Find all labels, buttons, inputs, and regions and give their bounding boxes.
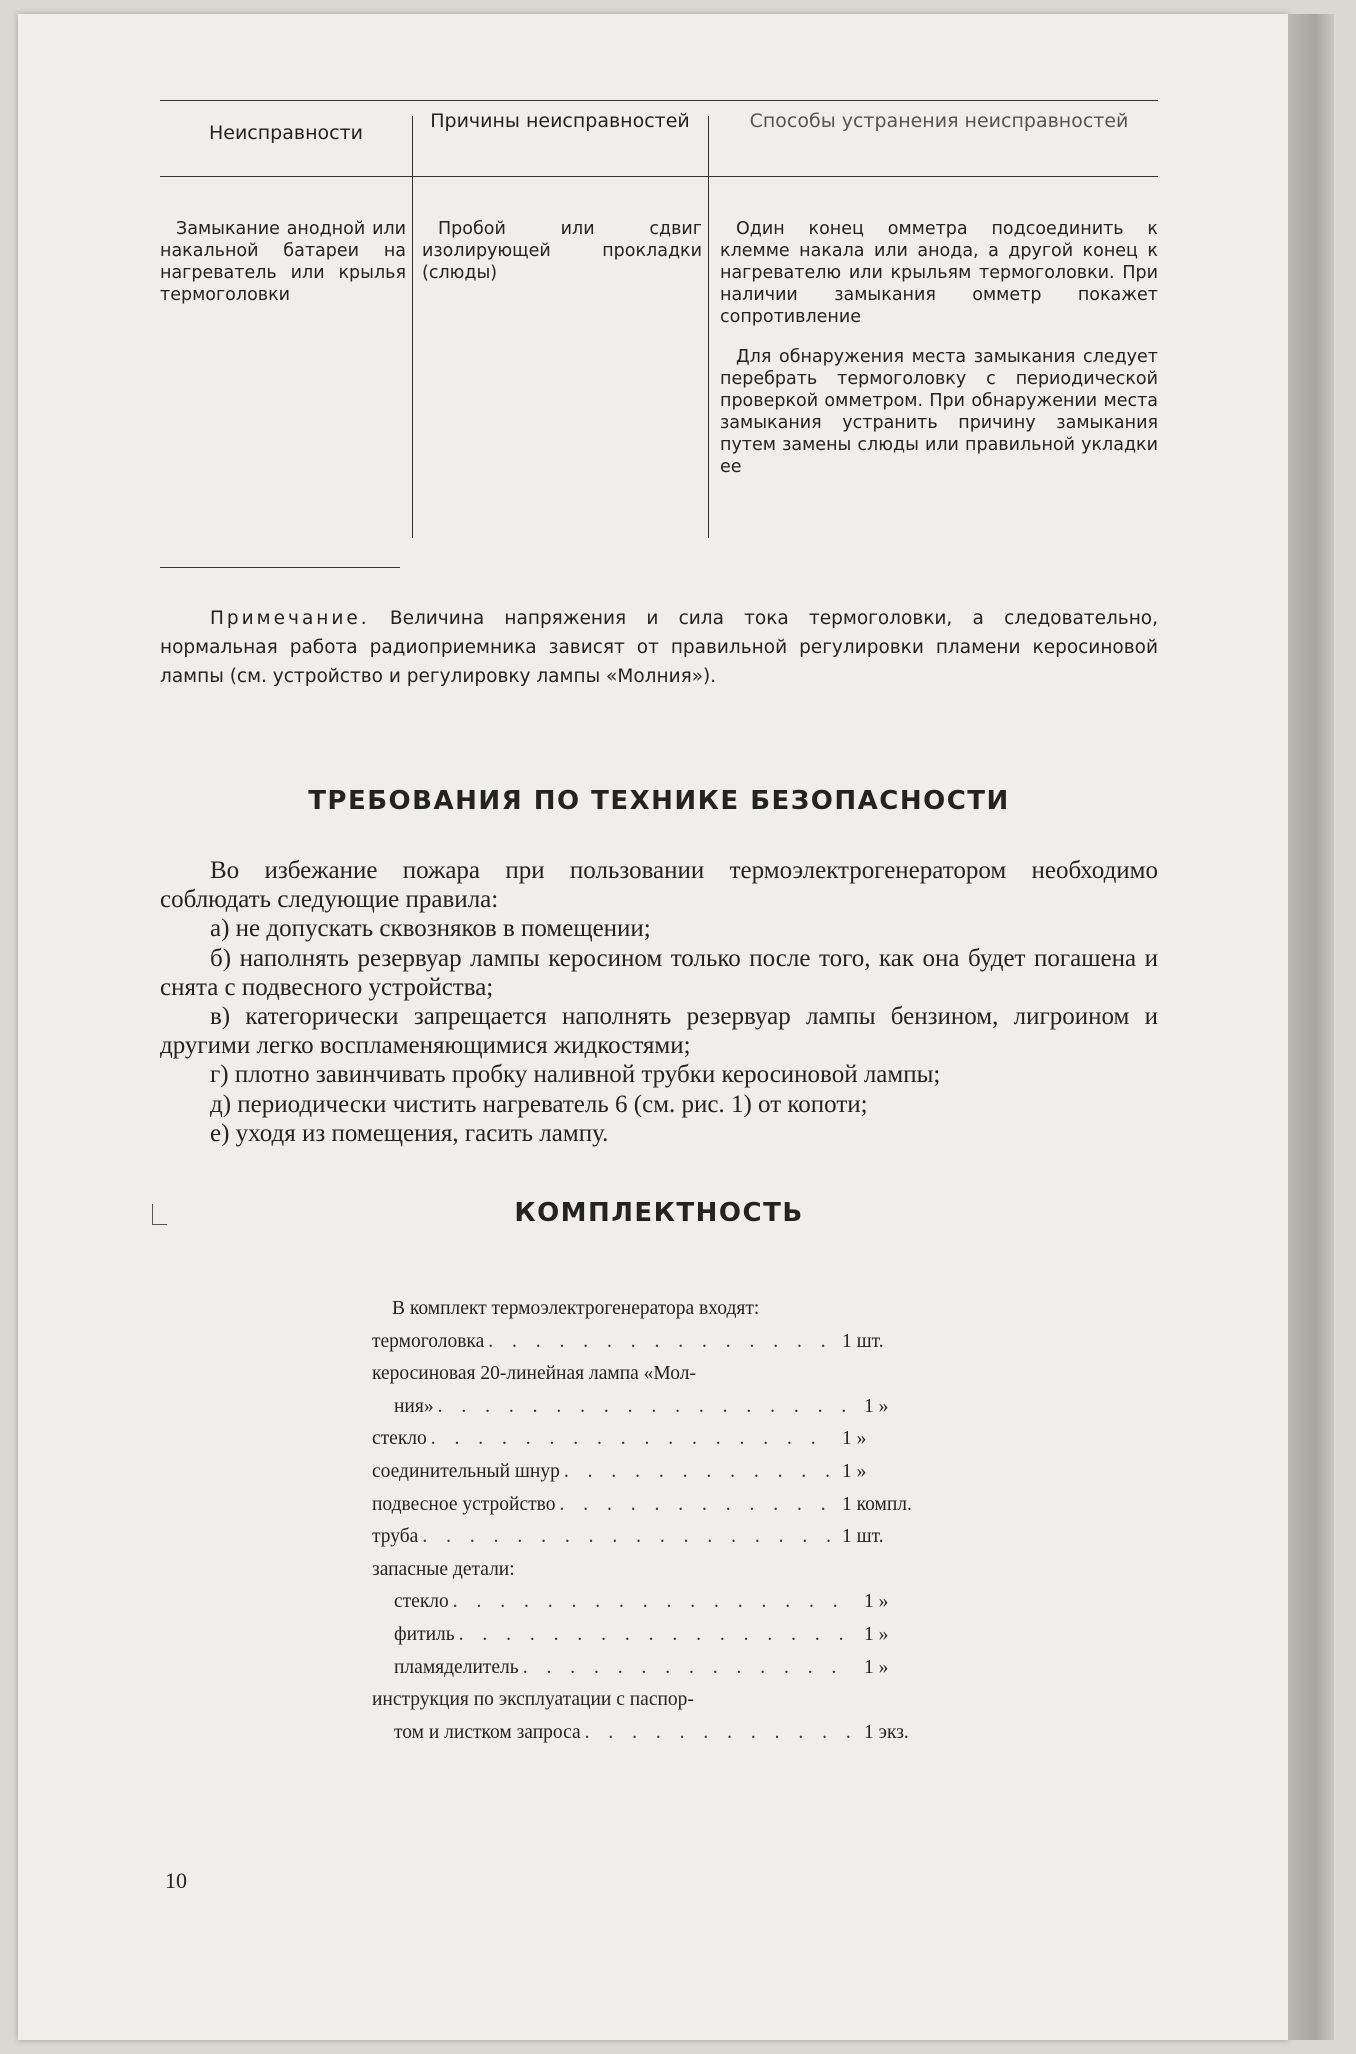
kit-intro: В комплект термоэлектрогенератора входят: — [392, 1298, 760, 1319]
note-paragraph — [160, 604, 1158, 691]
safety-rule: б) наполнять резервуар лампы керосином только после того, как она будет погашена и снята с подвесного устройства; — [160, 944, 1158, 1001]
header-remedies: Способы устранения неисправностей — [749, 110, 1129, 132]
item-name: ния» — [394, 1391, 438, 1424]
item-qty: 1 шт. — [842, 1526, 884, 1548]
table-header-rule — [160, 176, 1158, 177]
item-name: том и листком запроса — [394, 1717, 585, 1750]
item-name: фитиль — [394, 1619, 459, 1652]
kit-list — [372, 1293, 972, 1749]
header-causes: Причины неисправностей — [430, 110, 690, 132]
item-qty: 1 компл. — [842, 1493, 912, 1515]
cell-cause: Пробой или сдвиг изолирующей прокладки (слюды) — [422, 219, 702, 283]
table-bottom-rule — [160, 567, 400, 568]
item-name: труба — [372, 1521, 422, 1554]
note-text: Величина напряжения и сила тока термоголовки, а следовательно, нормальная работа радиоприемника зависят от правильной регулировки пламени керосиновой лампы (см. устройство и регулировку лампы «Молния»). — [160, 608, 1158, 687]
list-item — [372, 1652, 972, 1685]
list-item — [372, 1489, 972, 1522]
safety-heading: ТРЕБОВАНИЯ ПО ТЕХНИКЕ БЕЗОПАСНОСТИ — [308, 786, 1010, 816]
list-item-continued — [372, 1358, 972, 1391]
item-name-line1: керосиновая 20-линейная лампа «Мол- — [372, 1363, 696, 1385]
item-qty: 1 » — [864, 1623, 889, 1645]
list-item — [372, 1521, 972, 1554]
table-column-divider — [412, 116, 413, 538]
remedy-step-2: Для обнаружения места замыкания следует перебрать термоголовку с периодической проверкой омметром. При обнаружении места замыкания устранить причину замыкания путем замены слюды или правильной укладки ее — [720, 347, 1158, 477]
cell-fault: Замыкание анодной или накальной батареи на нагреватель или крылья термоголовки — [160, 219, 406, 305]
note-label: Примечание. — [210, 608, 370, 629]
safety-rule: в) категорически запрещается наполнять резервуар лампы бензином, лигроином и другими легко воспламеняющимися жидкостями; — [160, 1003, 1158, 1060]
item-name: соединительный шнур — [372, 1456, 564, 1489]
safety-rules — [160, 856, 1158, 1148]
kit-heading: КОМПЛЕКТНОСТЬ — [514, 1198, 804, 1228]
item-qty: 1 шт. — [842, 1330, 884, 1352]
safety-rule: е) уходя из помещения, гасить лампу. — [210, 1119, 609, 1147]
safety-rule: г) плотно завинчивать пробку наливной трубки керосиновой лампы; — [210, 1061, 941, 1089]
item-name: пламяделитель — [394, 1652, 523, 1685]
list-item — [372, 1326, 972, 1359]
item-name: подвесное устройство — [372, 1489, 560, 1522]
item-name: термоголовка — [372, 1326, 488, 1359]
cell-remedy — [720, 218, 1158, 496]
table-column-divider — [708, 116, 709, 538]
item-name-line1: инструкция по эксплуатации с паспор- — [372, 1689, 694, 1711]
page-fold-shadow — [1288, 14, 1334, 2040]
list-item — [372, 1586, 972, 1619]
list-item — [372, 1717, 972, 1750]
item-qty: 1 » — [864, 1656, 889, 1678]
item-name: стекло — [372, 1423, 431, 1456]
header-faults: Неисправности — [208, 122, 363, 144]
list-item — [372, 1619, 972, 1652]
spares-label: запасные детали: — [372, 1558, 515, 1580]
item-qty: 1 » — [842, 1460, 867, 1482]
list-item-continued — [372, 1684, 972, 1717]
item-name: стекло — [394, 1586, 453, 1619]
item-qty: 1 » — [864, 1591, 889, 1613]
list-item — [372, 1391, 972, 1424]
list-item — [372, 1423, 972, 1456]
item-qty: 1 » — [864, 1395, 889, 1417]
safety-rule: д) периодически чистить нагреватель 6 (см. рис. 1) от копоти; — [210, 1090, 868, 1118]
item-qty: 1 экз. — [864, 1721, 909, 1743]
remedy-step-1: Один конец омметра подсоединить к клемме накала или анода, а другой конец к нагревателю или крыльям термоголовки. При наличии замыкания омметр покажет сопротивление — [720, 219, 1158, 327]
item-qty: 1 » — [842, 1428, 867, 1450]
table-top-rule — [160, 100, 1158, 101]
list-item — [372, 1456, 972, 1489]
safety-intro: Во избежание пожара при пользовании термоэлектрогенератором необходимо соблюдать следующие правила: — [160, 857, 1158, 914]
page-number: 10 — [165, 1868, 187, 1893]
safety-rule: а) не допускать сквозняков в помещении; — [210, 915, 651, 943]
